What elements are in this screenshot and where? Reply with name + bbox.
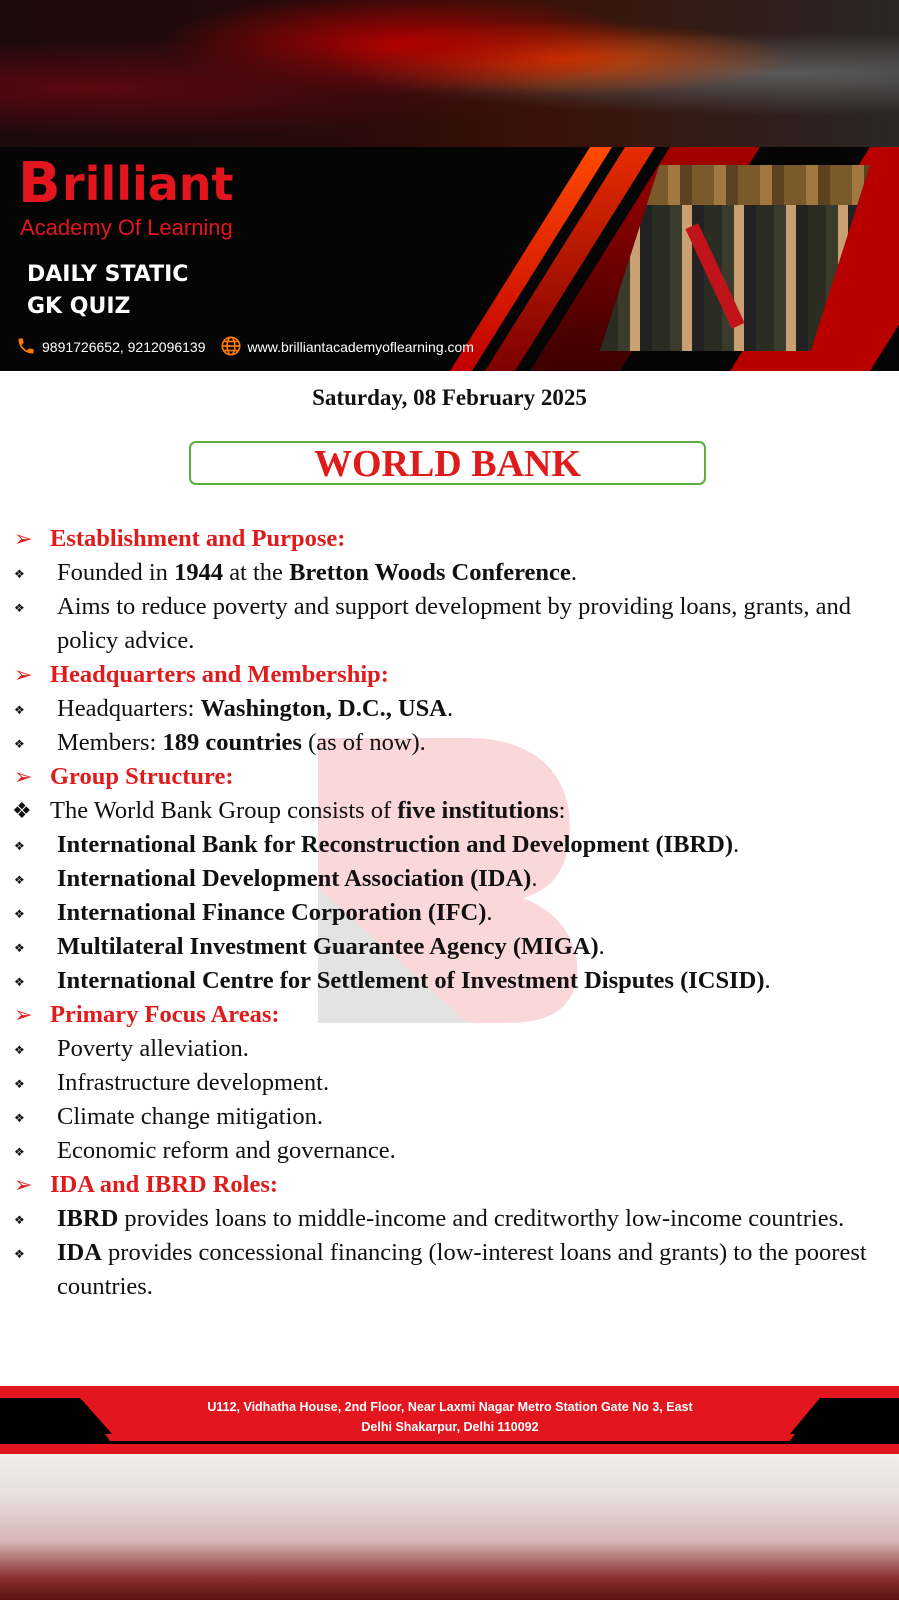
list-item: ❖ Members: 189 countries (as of now). xyxy=(0,726,899,760)
list-item: ❖ International Development Association (IDA). xyxy=(0,862,899,896)
list-item: ❖ Multilateral Investment Guarantee Agency (MIGA). xyxy=(0,930,899,964)
diamond-bullet-icon: ❖ xyxy=(14,873,25,887)
list-item: ❖ International Bank for Reconstruction and Development (IBRD). xyxy=(0,828,899,862)
list-item: ❖ Poverty alleviation. xyxy=(0,1032,899,1066)
phone-icon xyxy=(16,336,42,359)
list-item: ❖ International Centre for Settlement of Investment Disputes (ICSID). xyxy=(0,964,899,998)
list-item: ❖ IDA provides concessional financing (low-interest loans and grants) to the poorest countries. xyxy=(14,1239,867,1300)
arrow-bullet-icon: ➢ xyxy=(14,1172,33,1197)
section-heading: ➢ Group Structure: xyxy=(0,760,899,794)
section-heading: ➢ IDA and IBRD Roles: xyxy=(0,1168,899,1202)
list-item: ❖ Economic reform and governance. xyxy=(0,1134,899,1168)
diamond-bullet-icon: ❖ xyxy=(14,1213,25,1227)
list-item: ❖ Aims to reduce poverty and support development by providing loans, grants, and policy advice. xyxy=(14,593,852,654)
list-intro: ❖ The World Bank Group consists of five institutions: xyxy=(0,794,899,828)
top-blurred-banner xyxy=(0,0,899,147)
logo-subtitle: Academy Of Learning xyxy=(20,215,233,240)
list-item: ❖ International Finance Corporation (IFC). xyxy=(0,896,899,930)
quiz-title-line2: GK QUIZ xyxy=(27,294,131,319)
diamond-bullet-icon: ❖ xyxy=(14,941,25,955)
section-heading: ➢ Primary Focus Areas: xyxy=(0,998,899,1032)
list-item: ❖ Infrastructure development. xyxy=(0,1066,899,1100)
logo-letter: B xyxy=(18,151,60,216)
topic-title: WORLD BANK xyxy=(313,443,582,485)
quiz-date: Saturday, 08 February 2025 xyxy=(312,385,587,410)
arrow-bullet-icon: ➢ xyxy=(14,662,33,687)
diamond-bullet-icon: ❖ xyxy=(14,975,25,989)
contact-bar xyxy=(16,335,474,359)
diamond-bullet-icon: ❖ xyxy=(14,1145,25,1159)
list-item: ❖ Founded in 1944 at the Bretton Woods Conference. xyxy=(0,556,899,590)
diamond-bullet-icon: ❖ xyxy=(14,839,25,853)
bottom-blurred-banner xyxy=(0,1454,899,1600)
website-link[interactable] xyxy=(220,335,474,360)
photo-sash xyxy=(685,223,744,329)
list-item: ❖ Headquarters: Washington, D.C., USA. xyxy=(0,692,899,726)
address-line2: Delhi Shakarpur, Delhi 110092 xyxy=(361,1420,539,1434)
arrow-bullet-icon: ➢ xyxy=(14,1002,33,1027)
arrow-bullet-icon: ➢ xyxy=(14,764,33,789)
diamond-bullet-icon: ❖ xyxy=(14,703,25,717)
address xyxy=(150,1397,750,1437)
logo-wordmark: rilliant xyxy=(62,157,234,211)
section-heading: ➢ Headquarters and Membership: xyxy=(0,658,899,692)
content xyxy=(0,522,899,1304)
website-url: www.brilliantacademyoflearning.com xyxy=(247,339,474,355)
diamond-bullet-icon: ❖ xyxy=(14,907,25,921)
diamond-bullet-icon: ❖ xyxy=(14,1043,25,1057)
footer-address-bar xyxy=(0,1386,899,1454)
diamond-bullet-icon: ❖ xyxy=(14,601,25,615)
quiz-title-line1: DAILY STATIC xyxy=(27,262,189,287)
diamond-bullet-icon: ❖ xyxy=(14,1247,25,1261)
diamond-bullet-icon: ❖ xyxy=(14,737,25,751)
globe-icon xyxy=(220,335,248,360)
header-banner xyxy=(0,147,899,371)
diamond-bullet-icon: ❖ xyxy=(14,1077,25,1091)
list-item: ❖ IBRD provides loans to middle-income and creditworthy low-income countries. xyxy=(0,1202,899,1236)
quiz-title xyxy=(27,259,188,323)
diamond-bullet-icon: ❖ xyxy=(12,798,32,823)
section-heading: ➢ Establishment and Purpose: xyxy=(0,522,899,556)
address-line1: U112, Vidhatha House, 2nd Floor, Near Laxmi Nagar Metro Station Gate No 3, East xyxy=(207,1400,693,1414)
phone-numbers: 9891726652, 9212096139 xyxy=(42,339,206,355)
arrow-bullet-icon: ➢ xyxy=(14,526,33,551)
topic-title-box xyxy=(189,441,706,485)
diamond-bullet-icon: ❖ xyxy=(14,1111,25,1125)
diamond-bullet-icon: ❖ xyxy=(14,567,25,581)
list-item: ❖ Climate change mitigation. xyxy=(0,1100,899,1134)
